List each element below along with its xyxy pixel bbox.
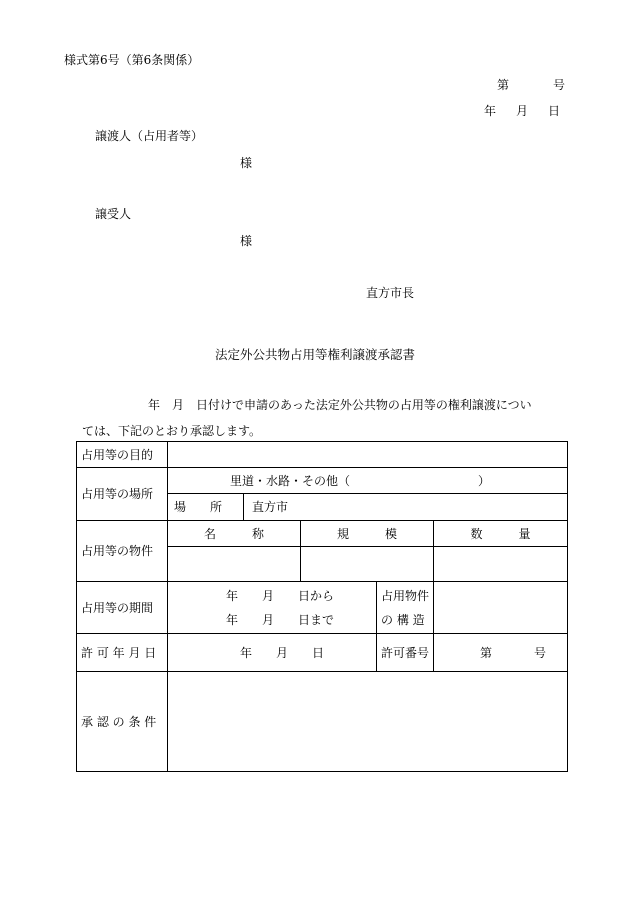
- structure-label-2: の 構 造: [381, 612, 425, 627]
- place-type-field[interactable]: [168, 468, 568, 494]
- structure-label: [377, 582, 434, 634]
- place-label: 占用等の場所: [77, 468, 168, 521]
- permit-number-field[interactable]: [434, 634, 568, 672]
- period-to: 年 月 日まで: [226, 612, 335, 627]
- location-label: 場 所: [168, 494, 244, 520]
- approval-form-table: [76, 441, 568, 772]
- permit-number-label: 許可番号: [377, 634, 434, 672]
- permit-number-prefix: 第: [480, 645, 493, 660]
- permit-date-field[interactable]: [168, 634, 377, 672]
- form-number: 様式第6号（第6条関係）: [64, 53, 200, 67]
- body-text-line-1: 年 月 日付けで申請のあった法定外公共物の占用等の権利譲渡につい: [148, 398, 532, 412]
- doc-number-suffix: 号: [553, 78, 566, 92]
- location-value[interactable]: 直方市: [252, 500, 289, 514]
- transferee-honorific: 様: [240, 234, 253, 248]
- place-types: 里道・水路・その他（: [230, 473, 351, 488]
- body-text-line-2: ては、下記のとおり承認します。: [82, 424, 262, 438]
- purpose-field[interactable]: [168, 442, 568, 468]
- period-label: 占用等の期間: [77, 582, 168, 634]
- period-field[interactable]: [168, 582, 377, 634]
- col-quantity-header: 数 量: [434, 521, 568, 547]
- purpose-label: 占用等の目的: [77, 442, 168, 468]
- conditions-field[interactable]: [168, 672, 568, 772]
- document-title: 法定外公共物占用等権利譲渡承認書: [214, 347, 415, 362]
- structure-field[interactable]: [434, 582, 568, 634]
- object-label: 占用等の物件: [77, 521, 168, 582]
- conditions-label: 承 認 の 条 件: [77, 672, 168, 772]
- issuer-name: 直方市長: [366, 286, 415, 300]
- date-year: 年: [484, 104, 497, 118]
- place-types-close: ）: [478, 473, 491, 488]
- object-name-field[interactable]: [168, 547, 301, 582]
- transferor-honorific: 様: [240, 156, 253, 170]
- doc-number-prefix: 第: [497, 78, 510, 92]
- object-scale-field[interactable]: [301, 547, 434, 582]
- location-row: [168, 494, 568, 521]
- col-name-header: 名 称: [168, 521, 301, 547]
- period-from: 年 月 日から: [226, 588, 335, 603]
- date-day: 日: [548, 104, 561, 118]
- transferor-label: 譲渡人（占用者等）: [95, 129, 204, 143]
- structure-label-1: 占用物件: [381, 588, 430, 603]
- object-quantity-field[interactable]: [434, 547, 568, 582]
- col-scale-header: 規 模: [301, 521, 434, 547]
- document-number: [497, 78, 565, 92]
- issue-date: [484, 104, 560, 118]
- transferee-label: 譲受人: [95, 207, 132, 221]
- permit-date-label: 許 可 年 月 日: [77, 634, 168, 672]
- permit-number-suffix: 号: [534, 645, 547, 660]
- permit-date-value: 年 月 日: [240, 645, 325, 660]
- date-month: 月: [516, 104, 529, 118]
